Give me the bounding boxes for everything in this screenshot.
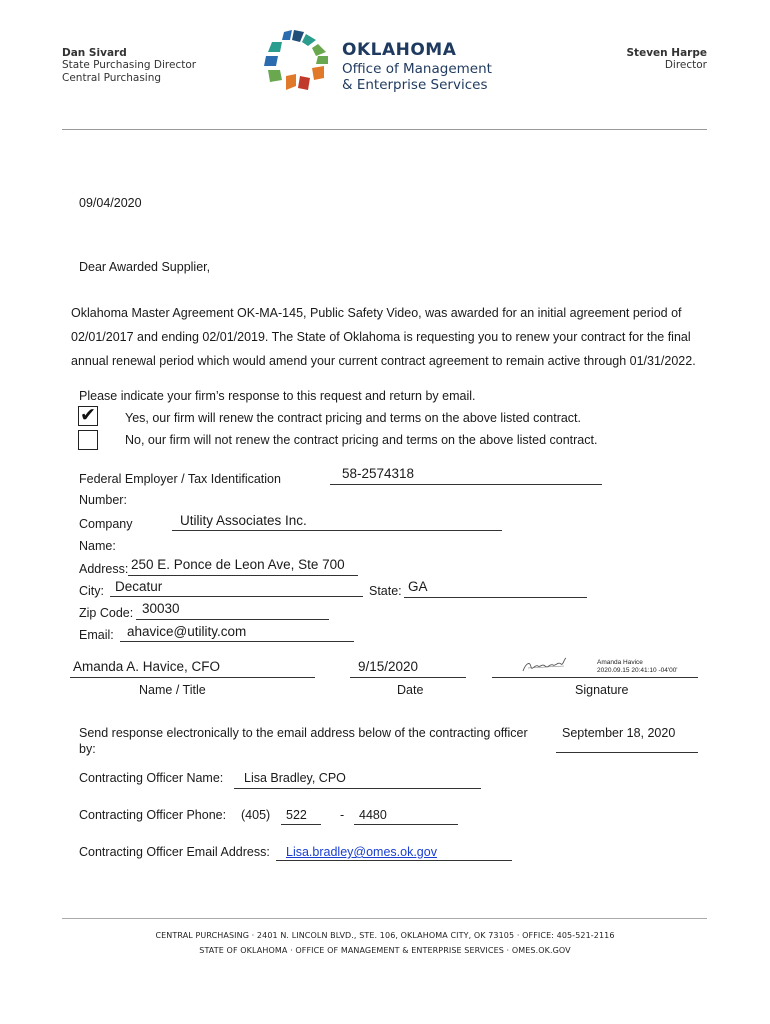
date-underline <box>350 677 466 678</box>
fein-label-2: Number: <box>79 493 127 507</box>
footer-address: CENTRAL PURCHASING · 2401 N. LINCOLN BLVD., STE. 106, OKLAHOMA CITY, OK 73105 · OFFICE: 405-521-2116 <box>155 931 615 940</box>
address-field[interactable]: 250 E. Ponce de Leon Ave, Ste 700 <box>131 557 345 572</box>
director-name: Dan Sivard <box>62 47 127 59</box>
signature-timestamp: 2020.09.15 20:41:10 -04'00' <box>597 667 678 674</box>
email-underline <box>120 641 354 642</box>
zip-label: Zip Code: <box>79 606 134 620</box>
send-response-instruction <box>79 725 539 757</box>
date-caption: Date <box>397 683 424 697</box>
phone-line-number: 4480 <box>359 808 387 822</box>
officer-email-underline <box>276 860 512 861</box>
zip-underline <box>136 619 329 620</box>
renew-yes-label: Yes, our firm will renew the contract pricing and terms on the above listed contract. <box>125 411 582 425</box>
officer-email-link[interactable]: Lisa.bradley@omes.ok.gov <box>286 845 437 859</box>
omes-logo-mark-icon <box>262 28 334 100</box>
company-underline <box>172 530 502 531</box>
signature-underline <box>492 677 698 678</box>
checkmark-icon: ✔ <box>80 404 96 426</box>
signature-signer: Amanda Havice <box>597 659 643 666</box>
logo-title: OKLAHOMA <box>342 40 457 60</box>
header-divider <box>62 129 707 130</box>
state-label: State: <box>369 584 402 598</box>
renew-no-checkbox[interactable] <box>78 430 98 450</box>
officer-name-label: Contracting Officer Name: <box>79 771 224 785</box>
fein-label: Federal Employer / Tax Identification <box>79 472 281 486</box>
director-title: State Purchasing Director <box>62 59 197 71</box>
date-field[interactable]: 9/15/2020 <box>358 659 419 674</box>
department-name: Central Purchasing <box>62 72 162 84</box>
paragraph-line: Oklahoma Master Agreement OK-MA-145, Public Safety Video, was awarded for an initial agreement period of <box>71 306 682 320</box>
officer-email-label: Contracting Officer Email Address: <box>79 845 270 859</box>
header-left <box>62 47 196 85</box>
salutation: Dear Awarded Supplier, <box>79 260 211 274</box>
footer-agency: STATE OF OKLAHOMA · OFFICE OF MANAGEMENT & ENTERPRISE SERVICES · OMES.OK.GOV <box>199 946 571 955</box>
email-field[interactable]: ahavice@utility.com <box>127 624 247 639</box>
email-label: Email: <box>79 628 114 642</box>
name-title-underline <box>70 677 315 678</box>
fein-underline <box>330 484 602 485</box>
paragraph-line: 02/01/2017 and ending 02/01/2019. The State of Oklahoma is requesting you to renew your contract for the final <box>71 330 691 344</box>
footer-divider <box>62 918 707 919</box>
handwritten-signature-icon <box>520 655 570 677</box>
instruction-line: Send response electronically to the email address below of the contracting officer <box>79 726 528 740</box>
response-instruction: Please indicate your firm’s response to this request and return by email. <box>79 389 476 403</box>
due-date-underline <box>556 752 698 753</box>
director-right-title: Director <box>664 59 707 71</box>
renew-no-label: No, our firm will not renew the contract pricing and terms on the above listed contract. <box>125 433 598 447</box>
address-label: Address: <box>79 562 129 576</box>
zip-field[interactable]: 30030 <box>142 601 180 616</box>
digital-signature-stamp <box>597 659 678 675</box>
phone-line-underline <box>354 824 458 825</box>
name-title-caption: Name / Title <box>139 683 206 697</box>
address-underline <box>128 575 358 576</box>
instruction-line: by: <box>79 742 96 756</box>
letter-date: 09/04/2020 <box>79 196 142 210</box>
phone-prefix: 522 <box>286 808 307 822</box>
renew-yes-checkbox[interactable] <box>78 406 98 426</box>
company-label: Company <box>79 517 133 531</box>
omes-logo <box>262 28 522 100</box>
company-label-2: Name: <box>79 539 116 553</box>
due-date: September 18, 2020 <box>562 726 676 740</box>
director-right-name: Steven Harpe <box>626 47 707 59</box>
city-underline <box>110 596 363 597</box>
phone-area-code: (405) <box>241 808 271 822</box>
paragraph-line: annual renewal period which would amend your current contract agreement to remain active through 01/31/2022. <box>71 354 696 368</box>
city-field[interactable]: Decatur <box>115 579 163 594</box>
logo-subtitle-2: & Enterprise Services <box>342 77 488 93</box>
phone-prefix-underline <box>281 824 321 825</box>
letter-paragraph <box>71 301 711 373</box>
phone-dash: - <box>340 808 345 822</box>
officer-phone-label: Contracting Officer Phone: <box>79 808 227 822</box>
signature-caption: Signature <box>575 683 629 697</box>
fein-field[interactable]: 58-2574318 <box>342 466 415 481</box>
company-field[interactable]: Utility Associates Inc. <box>180 513 307 528</box>
logo-subtitle-1: Office of Management <box>342 61 492 77</box>
state-field[interactable]: GA <box>408 579 428 594</box>
city-label: City: <box>79 584 104 598</box>
officer-name-value: Lisa Bradley, CPO <box>244 771 346 785</box>
officer-name-underline <box>234 788 481 789</box>
header-right <box>627 47 708 72</box>
name-title-field[interactable]: Amanda A. Havice, CFO <box>73 659 221 674</box>
state-underline <box>404 597 587 598</box>
